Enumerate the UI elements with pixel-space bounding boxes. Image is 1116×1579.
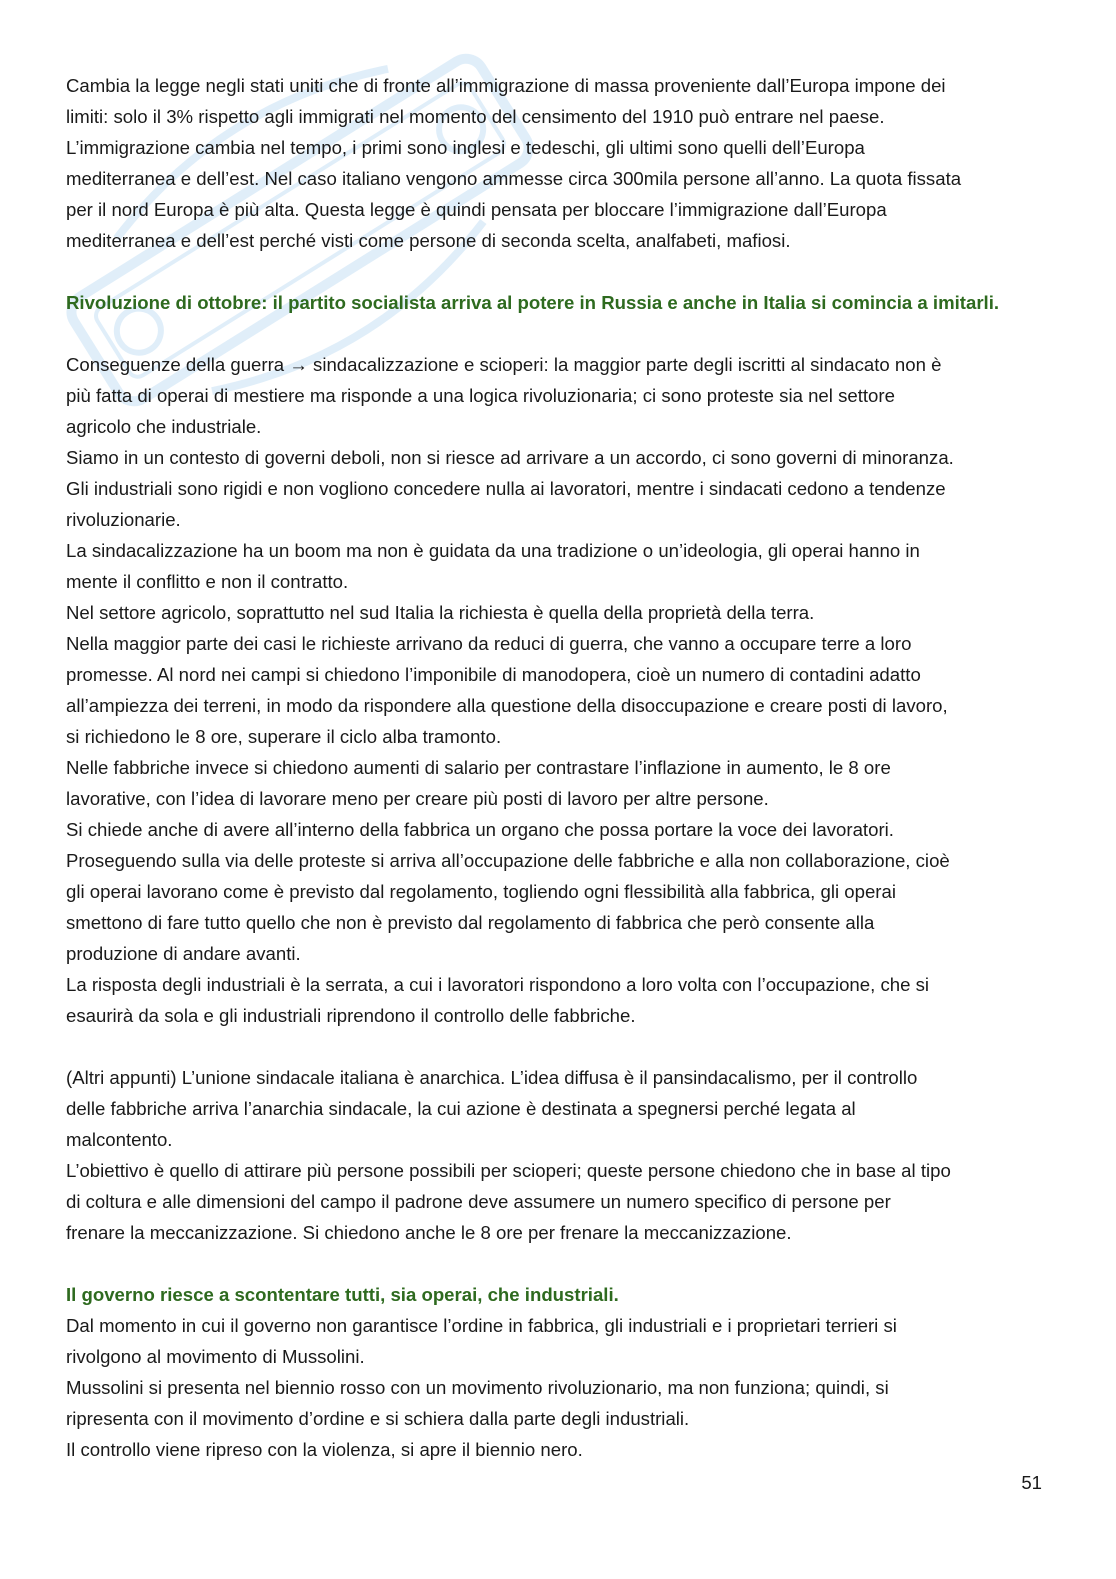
text-line: Dal momento in cui il governo non garantisce l’ordine in fabbrica, gli industriali e i proprietari terrieri si — [66, 1315, 897, 1336]
text-line: agricolo che industriale. — [66, 416, 262, 437]
text-line: malcontento. — [66, 1129, 173, 1150]
text-line: Nelle fabbriche invece si chiedono aumenti di salario per contrastare l’inflazione in aumento, le 8 ore — [66, 757, 891, 778]
section-heading — [66, 1279, 1046, 1310]
paragraph-gap — [66, 318, 1046, 349]
paragraph-gap — [66, 256, 1046, 287]
paragraph-gap — [66, 1031, 1046, 1062]
text-line: smettono di fare tutto quello che non è previsto dal regolamento di fabbrica che però consente alla — [66, 912, 875, 933]
text-line: lavorative, con l’idea di lavorare meno per creare più posti di lavoro per altre persone. — [66, 788, 769, 809]
text-line: Il controllo viene ripreso con la violenza, si apre il biennio nero. — [66, 1439, 583, 1460]
text-line: Si chiede anche di avere all’interno della fabbrica un organo che possa portare la voce dei lavoratori. — [66, 819, 894, 840]
text-line: promesse. Al nord nei campi si chiedono l’imponibile di manodopera, cioè un numero di contadini adatto — [66, 664, 921, 685]
text-line: Mussolini si presenta nel biennio rosso con un movimento rivoluzionario, ma non funziona; quindi, si — [66, 1377, 889, 1398]
text-line: L’obiettivo è quello di attirare più persone possibili per scioperi; queste persone chiedono che in base al tipo — [66, 1160, 951, 1181]
text-line: La risposta degli industriali è la serrata, a cui i lavoratori rispondono a loro volta con l’occupazione, che si — [66, 974, 930, 995]
text-line: si richiedono le 8 ore, superare il ciclo alba tramonto. — [66, 726, 502, 747]
text-line: L’immigrazione cambia nel tempo, i primi sono inglesi e tedeschi, gli ultimi sono quelli dell’Europa — [66, 137, 865, 158]
section-heading — [66, 287, 1046, 318]
paragraph — [66, 1310, 1046, 1465]
text-line: Proseguendo sulla via delle proteste si arriva all’occupazione delle fabbriche e alla non collaborazione, cioè — [66, 850, 950, 871]
paragraph — [66, 349, 1046, 1031]
text-line: Conseguenze della guerra → sindacalizzazione e scioperi: la maggior parte degli iscritti al sindacato non è — [66, 354, 942, 375]
text-line: Rivoluzione di ottobre: il partito socialista arriva al potere in Russia e anche in Italia si comincia a imitarli. — [66, 292, 1000, 313]
text-line: (Altri appunti) L’unione sindacale italiana è anarchica. L’idea diffusa è il pansindacalismo, per il controllo — [66, 1067, 918, 1088]
text-line: più fatta di operai di mestiere ma risponde a una logica rivoluzionaria; ci sono proteste sia nel settore — [66, 385, 895, 406]
text-line: produzione di andare avanti. — [66, 943, 301, 964]
text-line: per il nord Europa è più alta. Questa legge è quindi pensata per bloccare l’immigrazione dall’Europa — [66, 199, 887, 220]
text-line: mediterranea e dell’est. Nel caso italiano vengono ammesse circa 300mila persone all’anno. La quota fissata — [66, 168, 962, 189]
text-line: delle fabbriche arriva l’anarchia sindacale, la cui azione è destinata a spegnersi perché legata al — [66, 1098, 856, 1119]
text-line: ripresenta con il movimento d’ordine e si schiera dalla parte degli industriali. — [66, 1408, 690, 1429]
text-line: gli operai lavorano come è previsto dal regolamento, togliendo ogni flessibilità alla fabbrica, gli operai — [66, 881, 896, 902]
text-line: all’ampiezza dei terreni, in modo da rispondere alla questione della disoccupazione e creare posti di lavoro, — [66, 695, 948, 716]
text-line: di coltura e alle dimensioni del campo il padrone deve assumere un numero specifico di persone per — [66, 1191, 891, 1212]
text-line: esaurirà da sola e gli industriali riprendono il controllo delle fabbriche. — [66, 1005, 636, 1026]
text-line: Nel settore agricolo, soprattutto nel sud Italia la richiesta è quella della proprietà della terra. — [66, 602, 815, 623]
text-line: limiti: solo il 3% rispetto agli immigrati nel momento del censimento del 1910 può entrare nel paese. — [66, 106, 885, 127]
document-body — [66, 70, 1046, 1465]
text-line: Gli industriali sono rigidi e non vogliono concedere nulla ai lavoratori, mentre i sindacati cedono a tendenze — [66, 478, 946, 499]
text-line: frenare la meccanizzazione. Si chiedono anche le 8 ore per frenare la meccanizzazione. — [66, 1222, 792, 1243]
page-number: 51 — [1021, 1472, 1042, 1493]
text-line: Nella maggior parte dei casi le richieste arrivano da reduci di guerra, che vanno a occupare terre a loro — [66, 633, 912, 654]
text-line: mente il conflitto e non il contratto. — [66, 571, 349, 592]
paragraph — [66, 1062, 1046, 1248]
text-line: Il governo riesce a scontentare tutti, sia operai, che industriali. — [66, 1284, 619, 1305]
text-line: La sindacalizzazione ha un boom ma non è guidata da una tradizione o un’ideologia, gli operai hanno in — [66, 540, 920, 561]
text-line: Cambia la legge negli stati uniti che di fronte all’immigrazione di massa proveniente dall’Europa impone dei — [66, 75, 946, 96]
text-line: mediterranea e dell’est perché visti come persone di seconda scelta, analfabeti, mafiosi. — [66, 230, 791, 251]
text-line: rivoluzionarie. — [66, 509, 181, 530]
paragraph — [66, 70, 1046, 256]
text-line: rivolgono al movimento di Mussolini. — [66, 1346, 365, 1367]
paragraph-gap — [66, 1248, 1046, 1279]
text-line: Siamo in un contesto di governi deboli, non si riesce ad arrivare a un accordo, ci sono governi di minoranza. — [66, 447, 954, 468]
